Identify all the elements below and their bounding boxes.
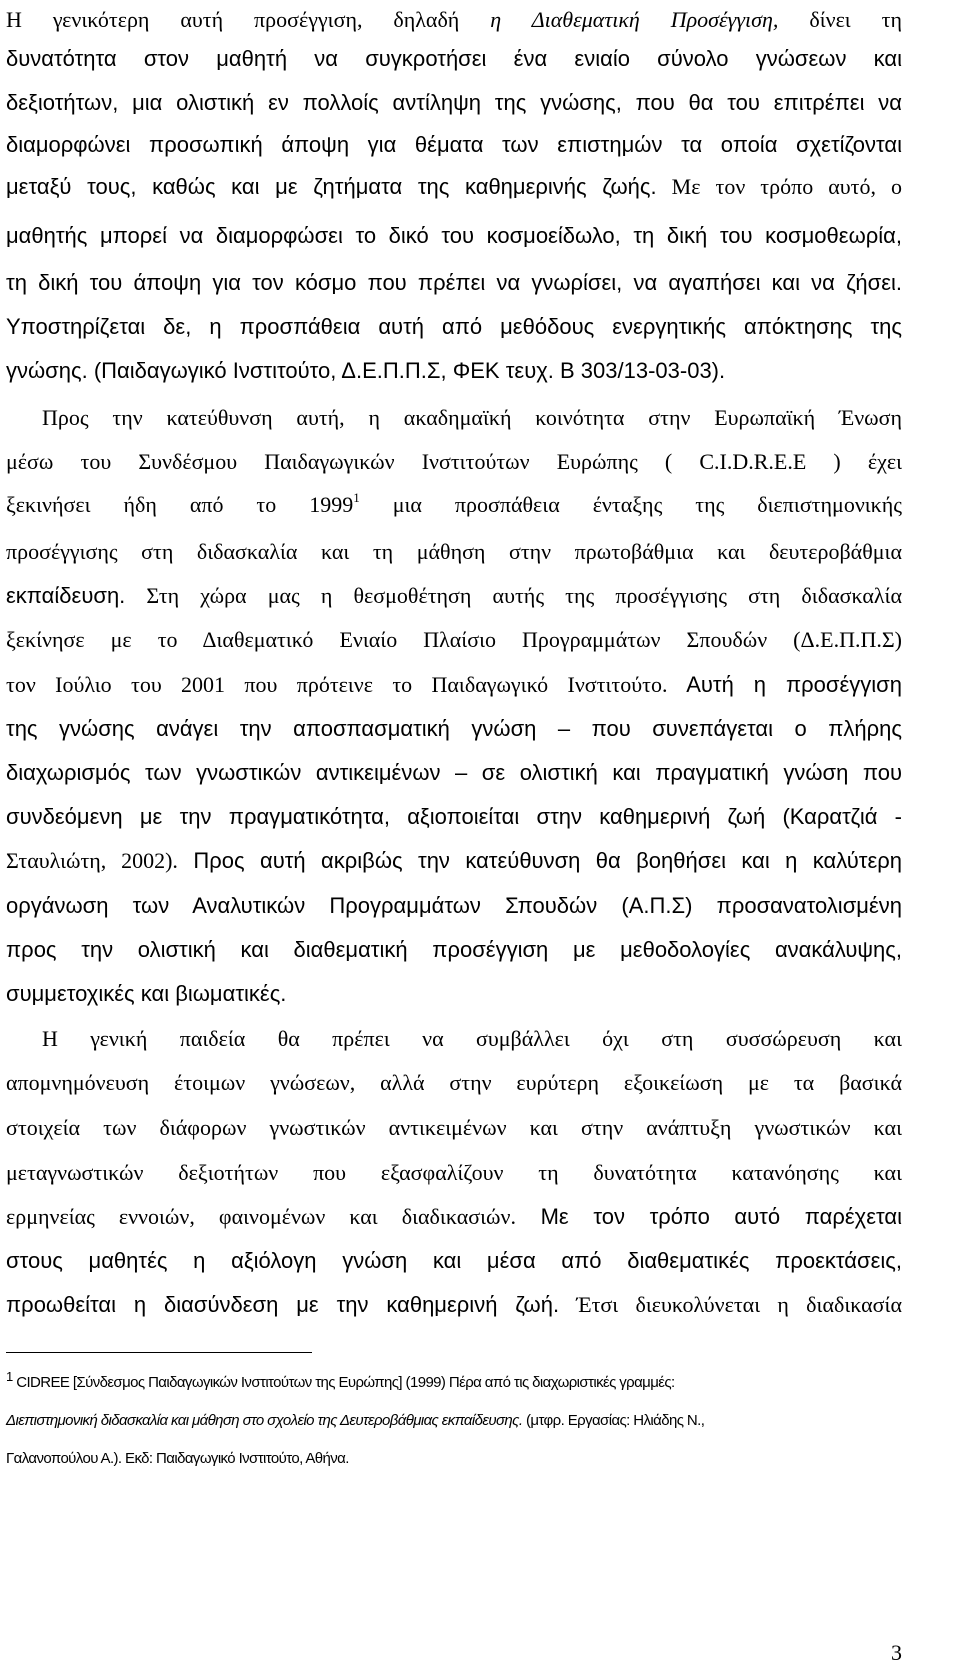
footnote-line-3: Γαλανοπούλου Α.). Εκδ: Παιδαγωγικό Ινστιτούτο, Αθήνα. [6,1450,349,1467]
paragraph-3-line-1: Η γενική παιδεία θα πρέπει να συμβάλλει όχι στη συσσώρευση και [42,1026,902,1051]
paragraph-2-line-13: προς την ολιστική και διαθεματική προσέγγιση με μεθοδολογίες ανακάλυψης, [6,937,902,962]
text: τον Ιούλιο του 2001 που πρότεινε το Παιδαγωγικό Ινστιτούτο. [6,672,668,697]
text: Σταυλιώτη, 2002). [6,848,178,873]
text: ξεκινήσει ήδη από το 1999 [6,492,354,517]
text: μια προσπάθεια ένταξης της διεπιστημονικής [359,492,902,517]
footnote-separator [6,1352,312,1353]
footnote-number: 1 [6,1369,13,1384]
paragraph-3-line-2: απομνημόνευση έτοιμων γνώσεων, αλλά στην ευρύτερη εξοικείωση με τα βασικά [6,1070,902,1095]
paragraph-3-line-4: μεταγνωστικών δεξιοτήτων που εξασφαλίζουν τη δυνατότητα κατανόησης και [6,1160,902,1185]
paragraph-2-line-5 [6,576,902,616]
paragraph-3-line-3: στοιχεία των διάφορων γνωστικών αντικειμένων και στην ανάπτυξη γνωστικών και [6,1115,902,1140]
paragraph-3-line-6: στους μαθητές η αξιόλογη γνώση και μέσα από διαθεματικές προεκτάσεις, [6,1248,902,1273]
paragraph-2-line-6: ξεκίνησε με το Διαθεματικό Ενιαίο Πλαίσιο Προγραμμάτων Σπουδών (Δ.Ε.Π.Π.Σ) [6,627,902,652]
footnote-line-1 [6,1368,902,1398]
paragraph-2-line-12: οργάνωση των Αναλυτικών Προγραμμάτων Σπουδών (Α.Π.Σ) προσανατολισμένη [6,893,902,918]
paragraph-2-line-1: Προς την κατεύθυνση αυτή, η ακαδημαϊκή κοινότητα στην Ευρωπαϊκή Ένωση [42,405,902,430]
paragraph-2-line-10: συνδεόμενη με την πραγματικότητα, αξιοποιείται στην καθημερινή ζωή (Καρατζιά - [6,804,902,829]
paragraph-1-line-3: δεξιοτήτων, μια ολιστική εν πολλοίς αντίληψη της γνώσης, που θα του επιτρέπει να [6,90,902,115]
text: CIDREE [Σύνδεσμος Παιδαγωγικών Ινστιτούτων της Ευρώπης] (1999) Πέρα από τις διαχωριστικές γραμμές: [12,1374,675,1391]
paragraph-2-line-2: μέσω του Συνδέσμου Παιδαγωγικών Ινστιτούτων Ευρώπης ( C.I.D.R.E.E ) έχει [6,449,902,474]
footnote-line-2 [6,1406,902,1436]
text: Έτσι διευκολύνεται η διαδικασία [559,1292,902,1317]
paragraph-1-line-8: Υποστηρίζεται δε, η προσπάθεια αυτή από μεθόδους ενεργητικής απόκτησης της [6,314,902,339]
text: μεταξύ τους, καθώς και με ζητήματα της καθημερινής ζωής. [6,174,657,199]
footnote-ref: 1 [353,490,360,505]
paragraph-1-line-5 [6,167,902,207]
text: (μτφρ. Εργασίας: Ηλιάδης Ν., [522,1412,705,1429]
text: προωθείται η διασύνδεση με την καθημερινή ζωή. [6,1292,560,1317]
text: Η γενικότερη αυτή προσέγγιση, δηλαδή [6,7,491,32]
paragraph-3-line-7 [6,1285,902,1325]
paragraph-3-line-5 [6,1197,902,1237]
paragraph-1-line-1 [6,0,902,40]
text: Με τον τρόπο αυτό παρέχεται [515,1204,902,1229]
paragraph-1-line-4: διαμορφώνει προσωπική άποψη για θέματα των επιστημών τα οποία σχετίζονται [6,132,902,157]
paragraph-2-line-7 [6,665,902,705]
text: ερμηνείας εννοιών, φαινομένων και διαδικασιών. [6,1204,516,1229]
paragraph-2-line-3 [6,485,902,525]
text: εκπαίδευση. [6,583,126,608]
paragraph-2-line-4: προσέγγισης στη διδασκαλία και τη μάθηση στην πρωτοβάθμια και δευτεροβάθμια [6,539,902,564]
text: Στη χώρα μας η θεσμοθέτηση αυτής της προσέγγισης στη διδασκαλία [125,583,902,608]
page-number: 3 [891,1640,902,1665]
text: Με τον τρόπο αυτό, ο [656,174,902,199]
paragraph-2-line-8: της γνώσης ανάγει την αποσπασματική γνώση – που συνεπάγεται ο πλήρης [6,716,902,741]
emphasis-term: η Διαθεματική Προσέγγιση, [490,7,779,32]
text: Προς αυτή ακριβώς την κατεύθυνση θα βοηθήσει και η καλύτερη [177,848,902,873]
paragraph-1-line-2: δυνατότητα στον μαθητή να συγκροτήσει ένα ενιαίο σύνολο γνώσεων και [6,46,902,71]
paragraph-2-line-9: διαχωρισμός των γνωστικών αντικειμένων – σε ολιστική και πραγματική γνώση που [6,760,902,785]
paragraph-1-line-9: γνώσης. (Παιδαγωγικό Ινστιτούτο, Δ.Ε.Π.Π.Σ, ΦΕΚ τευχ. Β 303/13-03-03). [6,358,726,383]
text: Διεπιστημονική διδασκαλία και μάθηση στο σχολείο της Δευτεροβάθμιας εκπαίδευσης. [6,1412,523,1429]
paragraph-2-line-14: συμμετοχικές και βιωματικές. [6,981,287,1006]
paragraph-1-line-6: μαθητής μπορεί να διαμορφώσει το δικό του κοσμοείδωλο, τη δική του κοσμοθεωρία, [6,223,902,248]
paragraph-2-line-11 [6,841,902,881]
text: δίνει τη [778,7,902,32]
text: Αυτή η προσέγγιση [667,672,902,697]
paragraph-1-line-7: τη δική του άποψη για τον κόσμο που πρέπει να γνωρίσει, να αγαπήσει και να ζήσει. [6,270,902,295]
